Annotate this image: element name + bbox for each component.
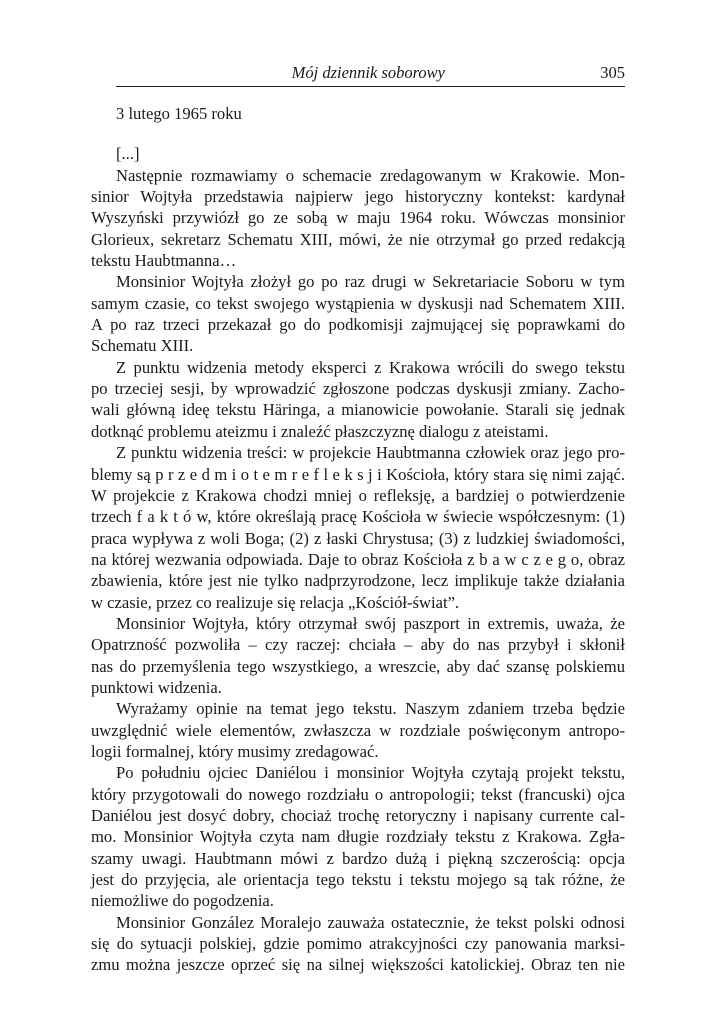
text-line: Monsinior Wojtyła, który otrzymał swój paszport in extremis, uważa, że [116, 613, 625, 633]
text-line: który przygotowali do nowego rozdziału o antropologii; tekst (francuski) ojca [91, 784, 625, 804]
text-line: Wyrażamy opinie na temat jego tekstu. Naszym zdaniem trzeba będzie [116, 699, 625, 719]
text-line: po trzeciej sesji, by wprowadzić zgłoszone podczas dyskusji zmiany. Zacho- [91, 379, 625, 399]
text-line: sinior Wojtyła przedstawia najpierw jego historyczny kontekst: kardynał [91, 187, 625, 207]
body-text [91, 143, 625, 975]
text-line: samym czasie, co tekst swojego wystąpienia w dyskusji nad Schematem XIII. [91, 293, 625, 313]
text-line: Monsinior Wojtyła złożył go po raz drugi w Sekretariacie Soboru w tym [116, 272, 625, 292]
text-line: dotknąć problemu ateizmu i znaleźć płaszczyznę dialogu z ateistami. [91, 421, 549, 441]
text-line: praca wypływa z woli Boga; (2) z łaski Chrystusa; (3) z ludzkiej świadomości, [91, 528, 625, 548]
entry-date: 3 lutego 1965 roku [116, 104, 242, 123]
text-line: Następnie rozmawiamy o schemacie zredagowanym w Krakowie. Mon- [116, 165, 625, 185]
text-line: Po południu ojciec Daniélou i monsinior Wojtyła czytają projekt tekstu, [116, 763, 625, 783]
text-line: Z punktu widzenia treści: w projekcie Haubtmanna człowiek oraz jego pro- [116, 443, 625, 463]
text-line: zbawienia, które jest nie tylko nadprzyrodzone, lecz implikuje także działania [91, 571, 625, 591]
text-line: wali główną ideę tekstu Häringa, a mianowicie powołanie. Starali się jednak [91, 400, 625, 420]
text-line: zmu można jeszcze oprzeć się na silnej większości katolickiej. Obraz ten nie [91, 955, 625, 975]
text-line: Opatrzność pozwoliła – czy raczej: chciała – aby do nas przybył i skłonił [91, 635, 625, 655]
text-line: Daniélou jest dosyć dobry, chociaż trochę retoryczny i napisany currente cal- [91, 806, 625, 825]
text-line: w czasie, przez co realizuje się relacja „Kościół-świat”. [91, 592, 460, 612]
text-line: trzech f a k t ó w, które określają pracę Kościoła w świecie współczesnym: (1) [91, 507, 625, 527]
text-line: [...] [116, 144, 140, 164]
page-header [116, 62, 625, 87]
running-title: Mój dziennik soborowy [291, 63, 445, 82]
text-line: jest do przyjęcia, ale orientacja tego tekstu i tekstu mojego są tak różne, że [91, 870, 625, 890]
page-body [91, 103, 625, 976]
text-line: Monsinior González Moralejo zauważa ostatecznie, że tekst polski odnosi [116, 912, 625, 932]
text-line: tekstu Haubtmanna… [91, 251, 237, 271]
text-line: Z punktu widzenia metody eksperci z Krakowa wrócili do swego tekstu [116, 357, 625, 377]
text-line: szamy uwagi. Haubtmann mówi z bardzo dużą i piękną szczerością: opcja [91, 848, 625, 868]
text-line: A po raz trzeci przekazał go do podkomisji zajmującej się poprawkami do [91, 315, 625, 335]
text-line: niemożliwe do pogodzenia. [91, 891, 274, 911]
text-line: W projekcie z Krakowa chodzi mniej o refleksję, a bardziej o potwierdzenie [91, 485, 625, 505]
text-line: na której wezwania odpowiada. Daje to obraz Kościoła z b a w c z e g o, obraz [91, 549, 625, 569]
text-line: się do sytuacji polskiej, gdzie pomimo atrakcyjności czy panowania marksi- [91, 934, 625, 954]
page-number: 305 [600, 63, 625, 82]
text-line: punktowi widzenia. [91, 677, 222, 697]
text-line: mo. Monsinior Wojtyła czyta nam długie rozdziały tekstu z Krakowa. Zgła- [91, 827, 625, 847]
text-line: nas do przemyślenia tego wszystkiego, a wreszcie, aby dać szansę polskiemu [91, 656, 625, 676]
text-line: Glorieux, sekretarz Schematu XIII, mówi, że nie otrzymał go przed redakcją [91, 229, 625, 249]
text-line: uwzględnić wiele elementów, zwłaszcza w rozdziale poświęconym antropo- [91, 720, 625, 740]
text-line: Schematu XIII. [91, 336, 194, 356]
text-line: logii formalnej, który musimy zredagować. [91, 741, 379, 761]
text-line: blemy są p r z e d m i o t e m r e f l e k s j i Kościoła, który stara się nimi zająć. [91, 464, 625, 484]
text-line: Wyszyński przywiózł go ze sobą w maju 1964 roku. Wówczas monsinior [91, 208, 625, 228]
